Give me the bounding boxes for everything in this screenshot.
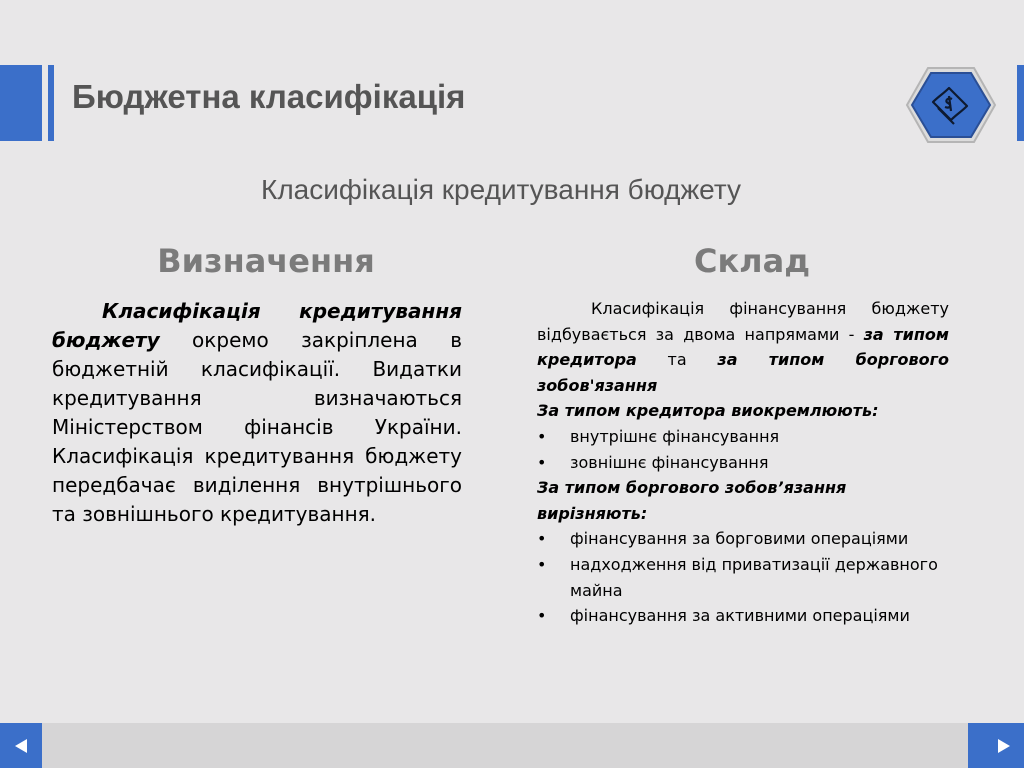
right-accent-bar <box>1017 65 1024 141</box>
intro-emphasis-creditor: за типом кредитора <box>537 324 950 370</box>
list-item-text: внутрішнє фінансування <box>570 426 780 446</box>
triangle-right-icon <box>968 738 1024 754</box>
bullet-icon: • <box>537 452 547 472</box>
list-item <box>537 603 949 629</box>
intro-text: Класифікація фінансування бюджету відбувається за двома напрямами - <box>537 299 949 344</box>
definition-heading: Визначення <box>157 242 375 280</box>
list-item <box>537 526 949 552</box>
composition-block <box>537 296 949 629</box>
slide-subtitle: Класифікація кредитування бюджету <box>261 174 741 205</box>
group2-list <box>537 526 949 628</box>
bullet-icon: • <box>537 426 547 446</box>
intro-emphasis-debt: за типом боргового зобов'язання <box>537 350 950 395</box>
bullet-icon: • <box>537 529 547 549</box>
bullet-icon: • <box>537 606 547 626</box>
previous-slide-button[interactable] <box>0 723 42 768</box>
intro-connector: та <box>636 350 718 370</box>
list-item-text: зовнішнє фінансування <box>570 452 769 472</box>
list-item-text: надходження від приватизації державного майна <box>570 554 938 600</box>
triangle-left-icon <box>0 738 42 754</box>
list-item <box>537 450 949 476</box>
list-item <box>537 552 949 603</box>
group1-title: За типом кредитора виокремлюють: <box>537 401 879 421</box>
left-accent-bar <box>0 65 42 141</box>
composition-intro <box>537 296 949 398</box>
list-item-text: фінансування за борговими операціями <box>570 529 909 549</box>
list-item-text: фінансування за активними операціями <box>570 606 910 626</box>
group2-title: За типом боргового зобов’язання вирізняють: <box>537 478 847 523</box>
slide-title: Бюджетна класифікація <box>72 78 466 115</box>
money-hexagon-icon <box>905 66 997 144</box>
bullet-icon: • <box>537 554 547 574</box>
composition-heading: Склад <box>693 242 811 280</box>
left-accent-thin-bar <box>48 65 54 141</box>
group1-list <box>537 424 949 475</box>
list-item <box>537 424 949 450</box>
definition-lead: Класифікація кредитування бюджету <box>52 299 462 352</box>
footer-bar <box>0 723 1024 768</box>
definition-body: окремо закріплена в бюджетній класифікації. Видатки кредитування визначаються Міністерством фінансів України. Класифікація кредитування бюджету передбачає виділення внутрішнього та зовнішнього кредитування. <box>52 328 462 526</box>
definition-text <box>52 297 462 529</box>
next-slide-button[interactable] <box>968 723 1024 768</box>
